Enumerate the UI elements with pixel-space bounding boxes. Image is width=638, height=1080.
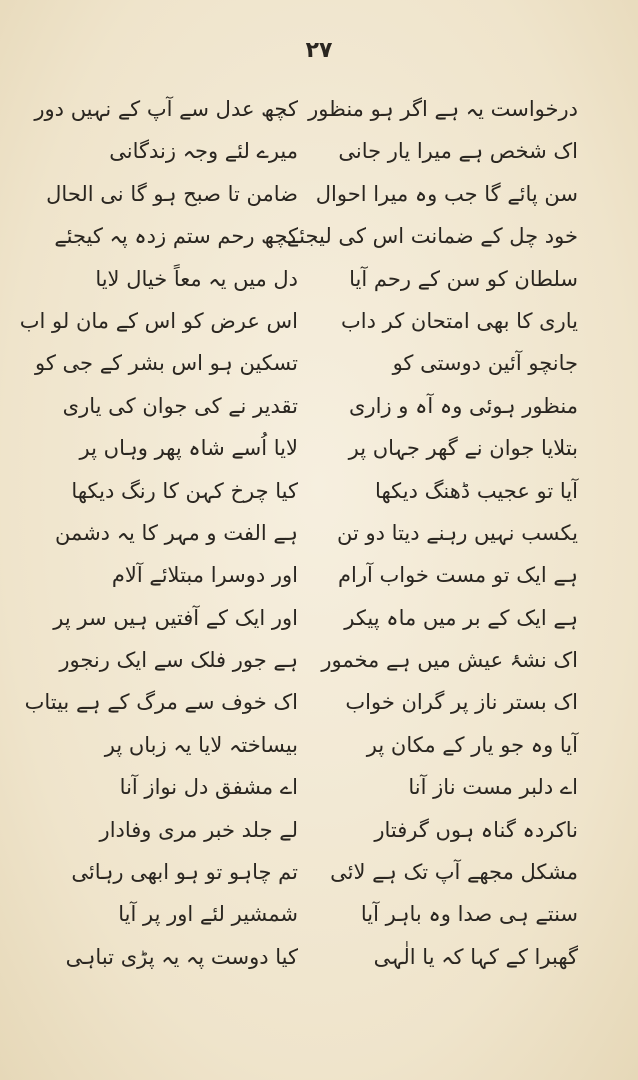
verse-line: ہے الفت و مہر کا یہ دشمن xyxy=(54,520,298,545)
verse-line: سنتے ہی صدا وہ باہر آیا xyxy=(360,902,578,927)
page-number: ۲۷ xyxy=(305,38,333,63)
verse-line: میرے لئے وجہ زندگانی xyxy=(109,139,298,164)
verse-line: یکسب نہیں رہنے دیتا دو تن xyxy=(337,520,578,545)
verse-line: منظور ہوئی وہ آہ و زاری xyxy=(349,393,578,418)
verse-line: سلطان کو سن کے رحم آیا xyxy=(349,266,578,291)
verse-line: درخواست یہ ہے اگر ہو منظور xyxy=(308,97,578,121)
verse-line: گھبرا کے کہا کہ یا الٰہی xyxy=(373,944,578,969)
verse-line: آیا تو عجیب ڈھنگ دیکھا xyxy=(375,478,578,503)
verse-line: اور ایک کے آفتیں ہیں سر پر xyxy=(53,605,298,630)
verse-line: اور دوسرا مبتلائے آلام xyxy=(111,563,298,588)
verse-line: جانچو آئین دوستی کو xyxy=(392,351,578,376)
verse-line: یاری کا بھی امتحان کر داب xyxy=(341,308,578,333)
poem-column-right xyxy=(286,88,578,978)
verse-line: تسکین ہو اس بشر کے جی کو xyxy=(35,351,298,376)
verse-line: اے دلبر مست ناز آنا xyxy=(408,775,578,800)
verse-line: اک خوف سے مرگ کے ہے بیتاب xyxy=(24,690,298,715)
poem-column-left xyxy=(19,88,298,978)
verse-line: کیا چرخ کہن کا رنگ دیکھا xyxy=(71,478,298,503)
verse-line: سن پائے گا جب وہ میرا احوال xyxy=(315,181,578,206)
verse-line: کیا دوست پہ یہ پڑی تباہی xyxy=(65,944,298,969)
verse-line: مشکل مجھے آپ تک ہے لائی xyxy=(330,860,578,885)
verse-line: بیساختہ لایا یہ زباں پر xyxy=(104,732,298,757)
verse-line: خود چل کے ضمانت اس کی لیجئے xyxy=(286,224,578,249)
verse-line: تم چاہو تو ہو ابھی رہائی xyxy=(71,860,298,885)
verse-line: لے جلد خبر مری وفادار xyxy=(99,817,298,842)
verse-line: اک بستر ناز پر گران خواب xyxy=(345,690,578,715)
verse-line: کچھ عدل سے آپ کے نہیں دور xyxy=(34,97,298,121)
verse-line: بتلایا جوان نے گھر جہاں پر xyxy=(348,436,578,461)
verse-line: ہے ایک کے بر میں ماہ پیکر xyxy=(344,605,578,630)
verse-line: ہے ایک تو مست خواب آرام xyxy=(337,563,578,588)
verse-line: اک نشۂ عیش میں ہے مخمور xyxy=(321,648,578,673)
verse-line: کچھ رحم ستم زدہ پہ کیجئے xyxy=(54,224,298,249)
verse-line: شمشیر لئے اور پر آیا xyxy=(118,902,298,927)
verse-line: ضامن تا صبح ہو گا نی الحال xyxy=(46,181,298,206)
verse-line: ہے جور فلک سے ایک رنجور xyxy=(59,648,298,673)
verse-line: ناکردہ گناہ ہوں گرفتار xyxy=(374,817,578,842)
verse-line: تقدیر نے کی جوان کی یاری xyxy=(62,393,298,418)
verse-line: اے مشفق دل نواز آنا xyxy=(119,775,298,800)
verse-line: اک شخص ہے میرا یار جانی xyxy=(338,139,578,164)
verse-line: آیا وہ جو یار کے مکان پر xyxy=(366,732,578,757)
verse-line: دل میں یہ معاً خیال لایا xyxy=(95,266,298,291)
verse-line: لایا اُسے شاہ پھر وہاں پر xyxy=(79,436,298,461)
verse-line: اس عرض کو اس کے مان لو اب xyxy=(19,308,298,333)
